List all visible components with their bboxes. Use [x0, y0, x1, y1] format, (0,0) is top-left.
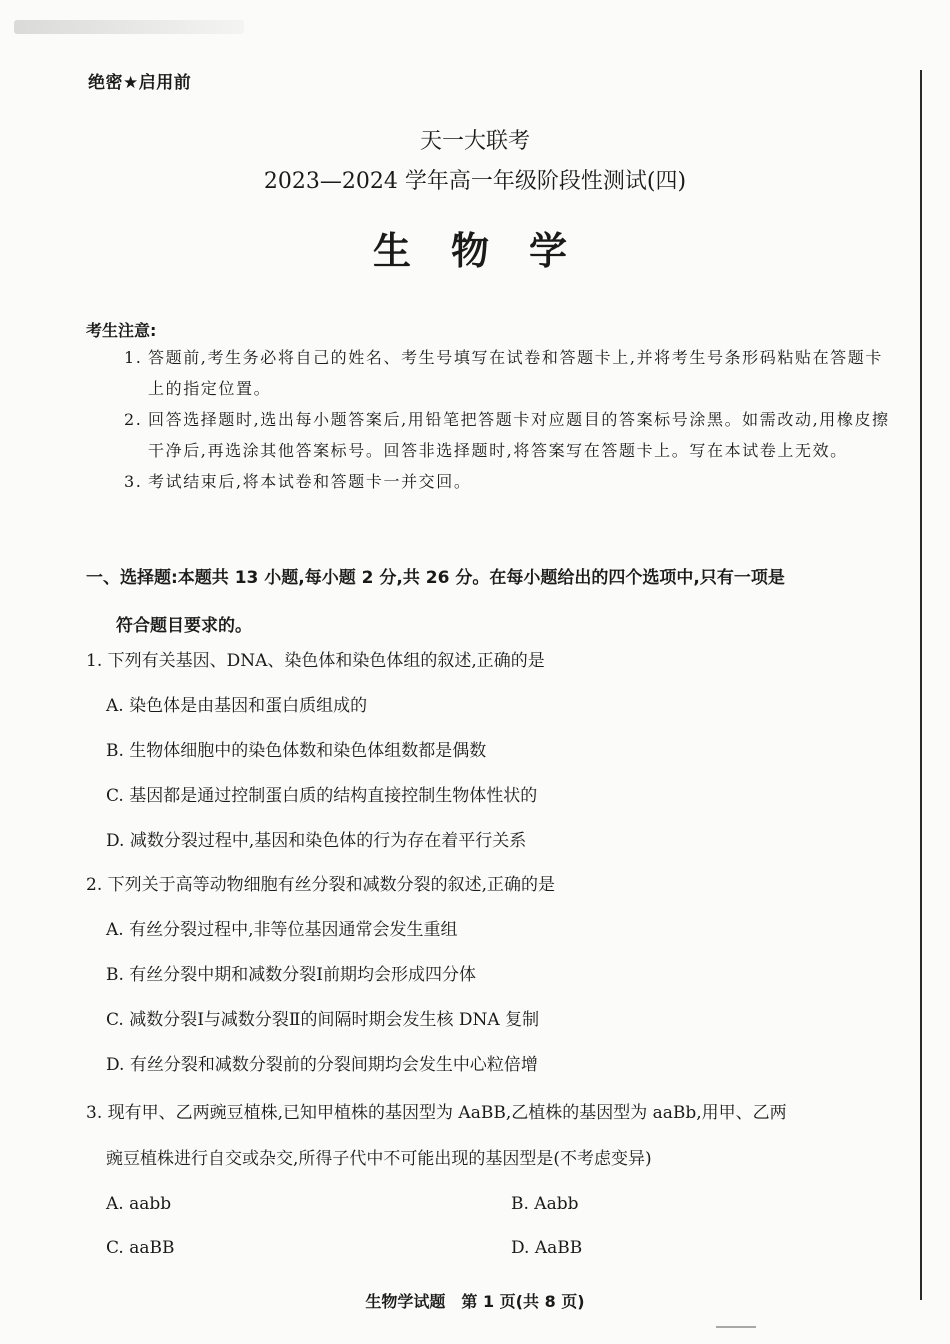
question-stem: 3. 现有甲、乙两豌豆植株,已知甲植株的基因型为 AaBB,乙植株的基因型为 aaBb,用甲、乙两 [86, 1103, 787, 1123]
notice-item [124, 342, 894, 404]
option-a: A. aabb [106, 1194, 172, 1214]
section-heading [86, 554, 896, 650]
notice-number: 3. [124, 472, 143, 491]
option-c: C. aaBB [106, 1238, 175, 1258]
secret-label: 绝密★启用前 [88, 73, 192, 93]
notice-text: 答题前,考生务必将自己的姓名、考生号填写在试卷和答题卡上,并将考生号条形码粘贴在答题卡上的指定位置。 [148, 348, 883, 398]
option-b: B. Aabb [511, 1194, 579, 1214]
notice-number: 1. [124, 348, 143, 367]
notice-list [124, 342, 894, 497]
exam-title: 2023—2024 学年高一年级阶段性测试(四) [263, 169, 687, 194]
option-b: B. 生物体细胞中的染色体数和染色体组数都是偶数 [106, 741, 487, 761]
notice-item [124, 404, 894, 466]
page-footer: 生物学试题 第 1 页(共 8 页) [365, 1292, 585, 1311]
option-b: B. 有丝分裂中期和减数分裂Ⅰ前期均会形成四分体 [106, 965, 477, 985]
notice-text: 考试结束后,将本试卷和答题卡一并交回。 [148, 472, 472, 491]
option-a: A. 有丝分裂过程中,非等位基因通常会发生重组 [106, 920, 458, 940]
notice-heading: 考生注意: [86, 321, 157, 340]
option-grid [86, 1182, 906, 1272]
question-stem: 2. 下列关于高等动物细胞有丝分裂和减数分裂的叙述,正确的是 [86, 875, 556, 895]
option-c: C. 减数分裂Ⅰ与减数分裂Ⅱ的间隔时期会发生核 DNA 复制 [106, 1010, 540, 1030]
notice-text: 回答选择题时,选出每小题答案后,用铅笔把答题卡对应题目的答案标号涂黑。如需改动,用橡皮擦干净后,再选涂其他答案标号。回答非选择题时,将答案写在答题卡上。写在本试卷上无效。 [148, 410, 890, 460]
question-2 [86, 862, 906, 1088]
scan-smudge [14, 20, 244, 34]
option-d: D. 减数分裂过程中,基因和染色体的行为存在着平行关系 [106, 831, 527, 851]
organizer-title: 天一大联考 [419, 129, 530, 154]
section-heading-line: 符合题目要求的。 [116, 616, 252, 636]
notice-item [124, 466, 894, 497]
option-d: D. 有丝分裂和减数分裂前的分裂间期均会发生中心粒倍增 [106, 1055, 538, 1075]
question-stem: 豌豆植株进行自交或杂交,所得子代中不可能出现的基因型是(不考虑变异) [106, 1149, 652, 1169]
notice-number: 2. [124, 410, 143, 429]
section-heading-line: 一、选择题:本题共 13 小题,每小题 2 分,共 26 分。在每小题给出的四个选项中,只有一项是 [86, 568, 785, 588]
question-3 [86, 1090, 906, 1272]
scan-mark [716, 1326, 756, 1336]
question-1 [86, 638, 906, 864]
option-d: D. AaBB [511, 1238, 583, 1258]
subject-title: 生物学 [372, 229, 607, 273]
option-c: C. 基因都是通过控制蛋白质的结构直接控制生物体性状的 [106, 786, 538, 806]
option-a: A. 染色体是由基因和蛋白质组成的 [106, 696, 368, 716]
question-stem: 1. 下列有关基因、DNA、染色体和染色体组的叙述,正确的是 [86, 651, 545, 671]
